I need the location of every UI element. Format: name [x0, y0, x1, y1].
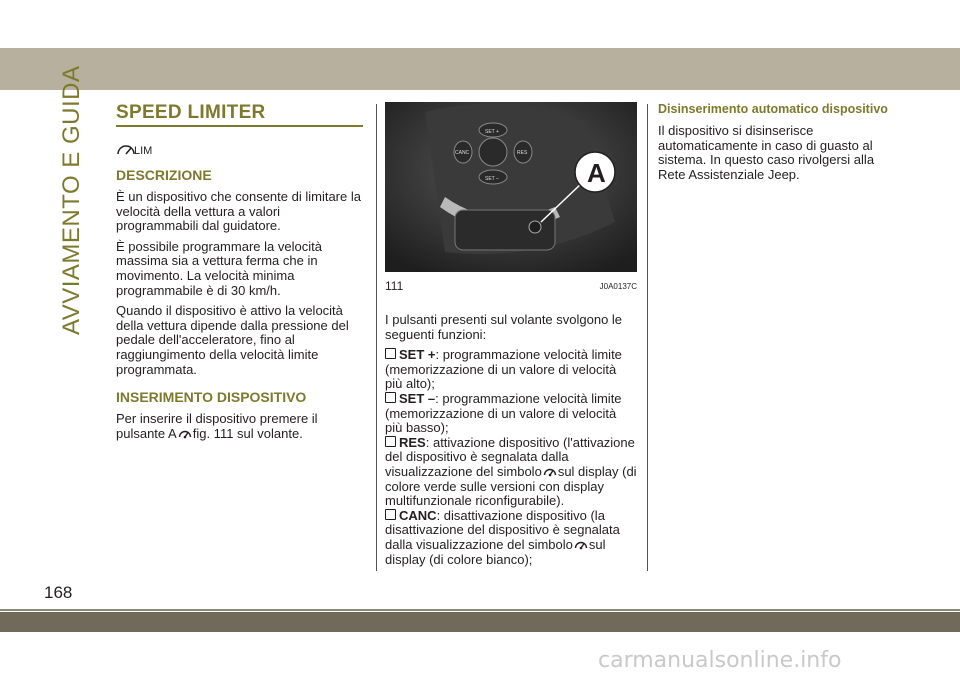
function-item — [385, 348, 637, 392]
function-item — [385, 436, 637, 509]
function-key: SET – — [399, 390, 436, 406]
footer-bar — [0, 612, 960, 632]
button-canc: CANC — [455, 150, 470, 156]
checkbox-icon — [385, 509, 396, 520]
svg-text:LIM: LIM — [134, 145, 153, 157]
watermark: carmanualsonline.info — [598, 648, 842, 673]
description-paragraph: È un dispositivo che consente di limitare la velocità della vettura a valori programmabili dal guidatore. — [116, 189, 361, 234]
function-text: : disattivazione dispositivo (la disattivazione del dispositivo è segnalata dalla visualizzazione del simbolo — [385, 507, 620, 552]
speed-limiter-symbol — [116, 139, 364, 159]
title-rule — [116, 125, 363, 127]
steering-wheel-image — [385, 102, 637, 272]
steering-wheel-figure — [385, 102, 637, 272]
function-text-after: sul display (di colore bianco); — [385, 536, 606, 567]
column-divider — [376, 104, 377, 571]
section-title: SPEED LIMITER — [116, 102, 266, 123]
page-number: 168 — [44, 583, 73, 602]
checkbox-icon — [385, 348, 396, 359]
description-paragraph: È possibile programmare la velocità massima sia a vettura ferma che in movimento. La velocità minima programmabile è di 30 km/h. — [116, 238, 322, 298]
description-heading: DESCRIZIONE — [116, 167, 212, 183]
checkbox-icon — [385, 436, 396, 447]
insert-text: Per inserire il dispositivo premere il pulsante A — [116, 411, 318, 441]
function-text: : programmazione velocità limite (memorizzazione di un valore di velocità più basso); — [385, 390, 622, 436]
insert-heading: INSERIMENTO DISPOSITIVO — [116, 389, 307, 406]
chapter-label: AVVIAMENTO E GUIDA — [58, 65, 85, 335]
column-right — [658, 102, 898, 188]
function-item — [385, 392, 637, 436]
speed-limiter-icon — [543, 465, 557, 478]
speed-limiter-icon — [574, 538, 588, 551]
checkbox-icon — [385, 392, 396, 403]
column-middle — [385, 102, 637, 567]
function-key: RES — [399, 434, 426, 450]
insert-text-after: fig. 111 sul volante. — [192, 425, 303, 441]
function-text-after: sul display (di colore verde sulle versioni con display multifunzionale riconfigurabile). — [385, 463, 637, 509]
function-item — [385, 509, 637, 567]
auto-disengage-heading: Disinserimento automatico dispositivo — [658, 102, 888, 116]
figure-code: J0A0137C — [599, 282, 637, 291]
function-key: SET + — [399, 347, 436, 363]
figure-caption — [385, 279, 637, 293]
callout-label: A — [587, 158, 606, 188]
auto-disengage-text: Il dispositivo si disinserisce automaticamente in caso di guasto al sistema. In questo caso rivolgersi alla Rete Assistenziale Jeep. — [658, 123, 875, 182]
header-margin — [0, 0, 960, 45]
column-left — [116, 102, 364, 447]
button-res: RES — [517, 150, 528, 156]
description-paragraph: Quando il dispositivo è attivo la velocità della vettura dipende dalla pressione del pedale dell'acceleratore, fino al raggiungimento della velocità limite programmata. — [116, 303, 349, 377]
function-text: : programmazione velocità limite (memorizzazione di un valore di velocità più alto); — [385, 347, 622, 392]
speedometer-limit-icon — [116, 139, 160, 159]
function-text: : attivazione dispositivo (l'attivazione del dispositivo è segnalata dalla visualizzazione del simbolo — [385, 434, 635, 479]
button-set-minus: SET – — [485, 176, 499, 182]
insert-paragraph — [116, 412, 364, 441]
speed-limiter-icon — [178, 427, 192, 440]
footer-rule — [0, 609, 960, 611]
figure-number: 111 — [385, 279, 404, 293]
functions-intro: I pulsanti presenti sul volante svolgono le seguenti funzioni: — [385, 312, 623, 342]
button-set-plus: SET + — [485, 129, 499, 135]
function-key: CANC — [399, 507, 437, 523]
column-divider — [647, 104, 648, 571]
header-bar — [0, 48, 960, 90]
